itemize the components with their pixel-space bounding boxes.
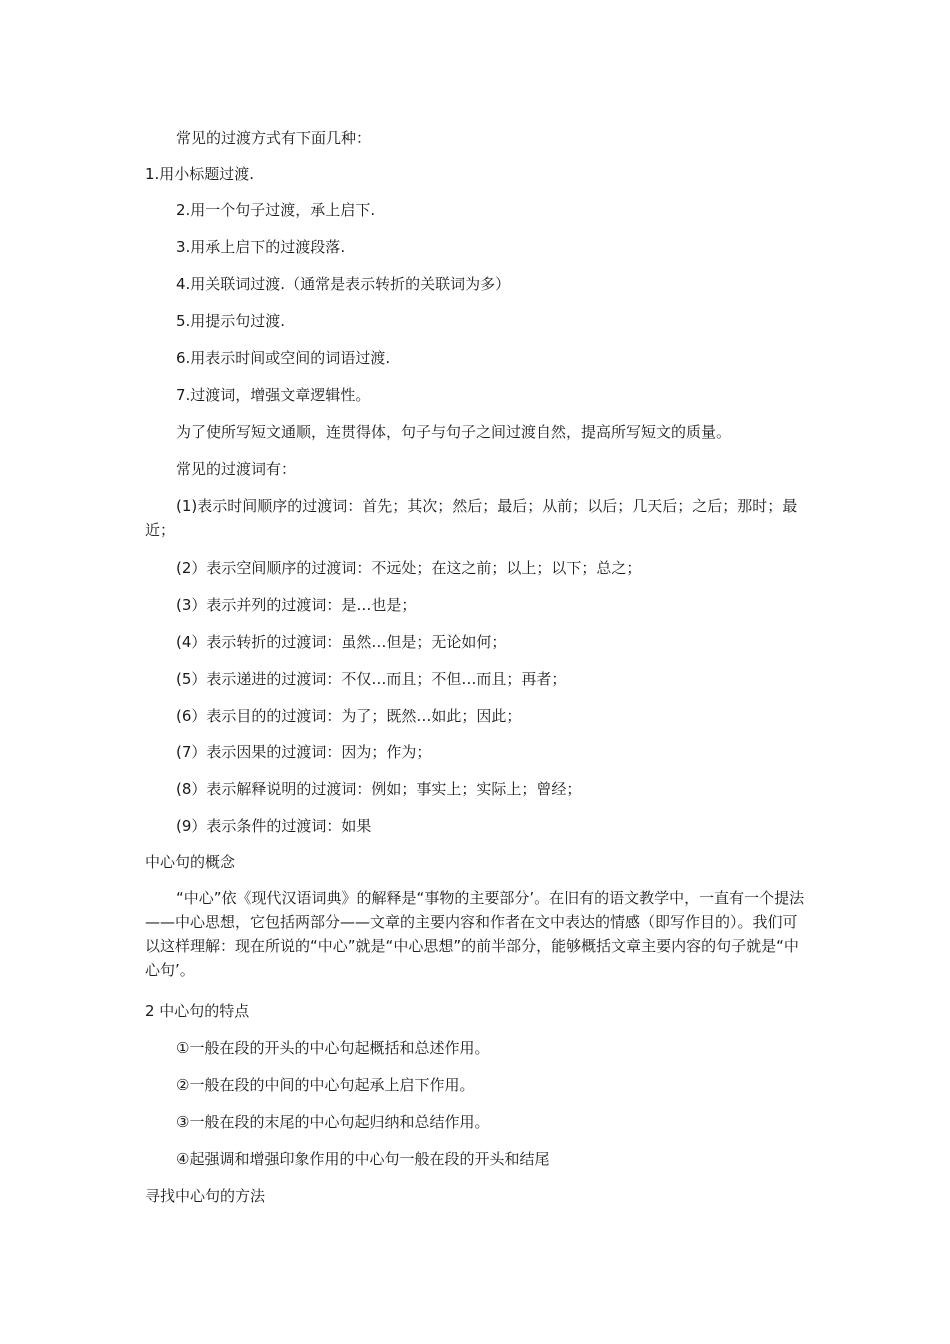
concept-heading: 中心句的概念 xyxy=(145,853,236,871)
feature-item-2: ②一般在段的中间的中心句起承上启下作用。 xyxy=(176,1076,475,1094)
word-item-1: (1)表示时间顺序的过渡词：首先；其次；然后；最后；从前；以后；几天后；之后；那时；最近； xyxy=(145,497,798,539)
method-item-7: 7.过渡词，增强文章逻辑性。 xyxy=(176,386,371,404)
method-item-2: 2.用一个句子过渡，承上启下. xyxy=(176,201,376,219)
method-item-3: 3.用承上启下的过渡段落. xyxy=(176,238,346,256)
words-heading: 常见的过渡词有： xyxy=(176,460,297,478)
intro-line: 常见的过渡方式有下面几种： xyxy=(176,129,372,147)
word-item-3: (3）表示并列的过渡词：是…也是； xyxy=(176,596,417,614)
find-heading: 寻找中心句的方法 xyxy=(145,1187,266,1205)
feature-item-3: ③一般在段的末尾的中心句起归纳和总结作用。 xyxy=(176,1113,490,1131)
features-heading: 2 中心句的特点 xyxy=(145,1002,250,1020)
purpose-line: 为了使所写短文通顺，连贯得体，句子与句子之间过渡自然，提高所写短文的质量。 xyxy=(176,423,732,441)
method-item-6: 6.用表示时间或空间的词语过渡. xyxy=(176,349,391,367)
word-item-5: (5）表示递进的过渡词：不仅…而且；不但…而且；再者； xyxy=(176,670,567,688)
word-item-4: (4）表示转折的过渡词：虽然…但是；无论如何； xyxy=(176,633,507,651)
feature-item-1: ①一般在段的开头的中心句起概括和总述作用。 xyxy=(176,1039,490,1057)
word-item-8: (8）表示解释说明的过渡词：例如；事实上；实际上；曾经； xyxy=(176,780,582,798)
word-item-2: (2）表示空间顺序的过渡词：不远处；在这之前；以上；以下；总之； xyxy=(176,559,642,577)
concept-paragraph: “中心”依《现代汉语词典》的解释是“事物的主要部分’。在旧有的语文教学中，一直有一个提法——中心思想，它包括两部分——文章的主要内容和作者在文中表达的情感（即写作目的）。我们可以这样理解：现在所说的“中心”就是“中心思想”的前半部分，能够概括文章主要内容的句子就是“中心句’。 xyxy=(145,889,805,979)
feature-item-4: ④起强调和增强印象作用的中心句一般在段的开头和结尾 xyxy=(176,1150,550,1168)
word-item-7: (7）表示因果的过渡词：因为；作为； xyxy=(176,743,432,761)
word-item-6: (6）表示目的的过渡词：为了；既然…如此；因此； xyxy=(176,707,522,725)
method-item-4: 4.用关联词过渡.（通常是表示转折的关联词为多） xyxy=(176,275,511,293)
method-item-5: 5.用提示句过渡. xyxy=(176,312,286,330)
word-item-9: (9）表示条件的过渡词：如果 xyxy=(176,817,372,835)
method-item-1: 1.用小标题过渡. xyxy=(145,165,255,183)
